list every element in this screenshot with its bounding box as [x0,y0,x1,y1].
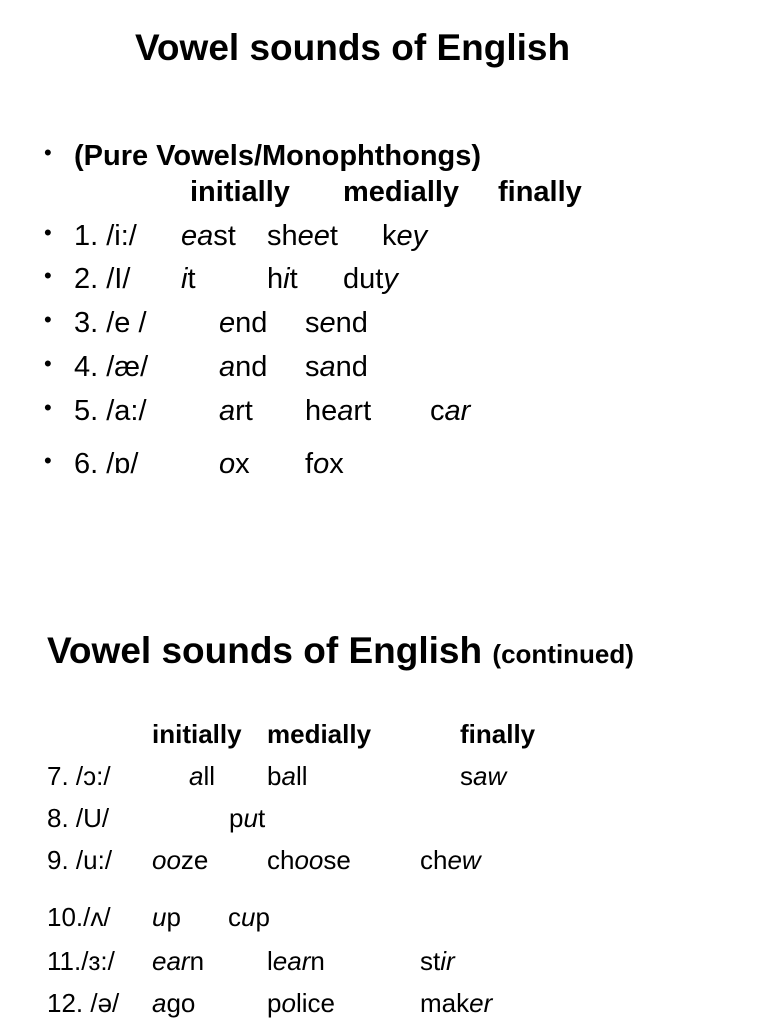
bullet-icon: • [44,395,52,420]
example-final: duty [343,263,398,295]
example-medial: cup [228,902,270,932]
example-medial: sand [305,351,368,383]
example-medial: send [305,307,368,339]
example-initial: ooze [152,845,209,875]
slide-1-title: Vowel sounds of English [135,27,571,68]
bullet-icon: • [44,263,52,288]
row-label: 8. /U/ [47,803,110,833]
example-initial: east [181,220,236,252]
example-medial: hit [267,263,298,295]
bullet-icon: • [44,220,52,245]
header-medially: medially [343,176,460,208]
row-label: 3. /e / [74,307,147,339]
example-initial: ox [219,448,250,480]
example-medial: ball [267,761,308,791]
header-initially: initially [152,719,242,749]
header-finally: finally [498,176,582,208]
header-finally: finally [460,719,536,749]
slide-2-title-suffix: (continued) [492,639,634,669]
example-initial: and [219,351,268,383]
bullet-icon: • [44,307,52,332]
bullet-icon: • [44,351,52,376]
bullet-icon: • [44,448,52,473]
example-initial: it [181,263,196,295]
slide-2-title-main: Vowel sounds of English [47,630,483,671]
row-label: 9. /u:/ [47,845,113,875]
row-label: 4. /æ/ [74,351,149,383]
row-label: 5. /a:/ [74,395,147,427]
row-label: 12. /ə/ [47,988,120,1018]
example-initial: end [219,307,268,339]
example-initial: earn [152,946,205,976]
slide-1-subtitle: (Pure Vowels/Monophthongs) [74,140,482,172]
example-medial: police [267,988,335,1018]
example-medial: learn [267,946,325,976]
example-medial: choose [267,845,351,875]
bullet-icon: • [44,140,52,165]
example-medial: sheet [267,220,338,252]
example-medial: put [229,803,266,833]
example-initial: up [152,902,181,932]
header-initially: initially [190,176,290,208]
row-label: 11./ɜ:/ [47,946,115,976]
example-final: key [382,220,428,252]
example-medial: heart [305,395,372,427]
example-final: car [430,395,471,427]
example-final: maker [420,988,493,1018]
slide-2-title [47,632,634,669]
header-medially: medially [267,719,372,749]
example-medial: fox [305,448,344,480]
example-initial: all [189,761,216,791]
example-final: chew [420,845,481,875]
row-label: 6. /ɒ/ [74,448,139,480]
example-final: stir [420,946,455,976]
row-label: 2. /I/ [74,263,131,295]
row-label: 1. /i:/ [74,220,137,252]
example-initial: ago [152,988,196,1018]
row-label: 7. /ɔ:/ [47,761,111,791]
row-label: 10./ʌ/ [47,902,111,932]
example-final: saw [460,761,507,791]
example-initial: art [219,395,253,427]
